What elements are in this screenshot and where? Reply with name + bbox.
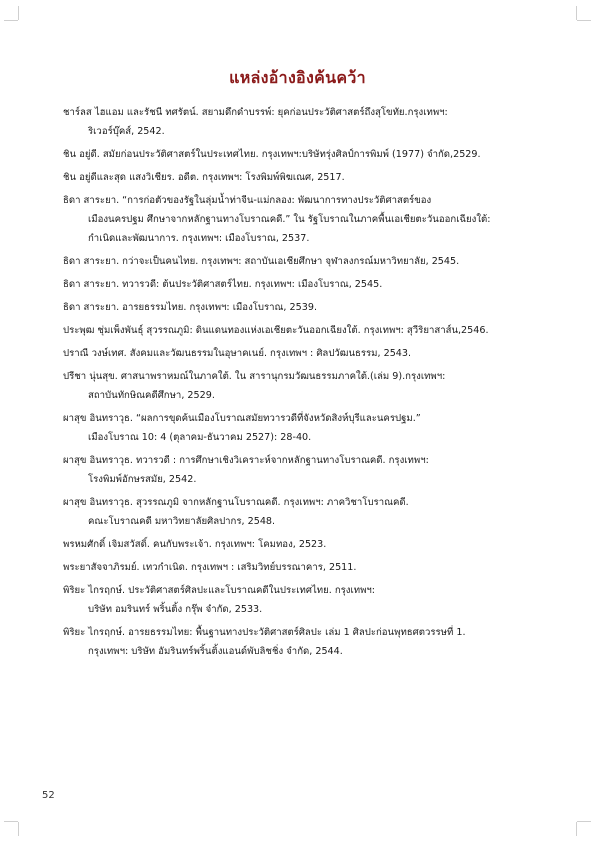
reference-text: ปราณี วงษ์เทศ. สังคมและวัฒนธรรมในอุษาคเนย์. กรุงเทพฯ : ศิลปวัฒนธรรม, 2543. [63,348,412,359]
crop-mark [576,822,577,836]
reference-entry [63,275,553,294]
reference-entry [63,558,553,577]
reference-text: ชิน อยู่ดีและสุด แสงวิเชียร. อดีต. กรุงเทพฯ: โรงพิมพ์พิฆเณศ, 2517. [63,172,345,183]
reference-entry [63,451,553,489]
reference-entry [63,581,553,619]
reference-continuation: กำเนิดและพัฒนาการ. กรุงเทพฯ: เมืองโบราณ, 2537. [88,233,310,244]
reference-entry [63,252,553,271]
crop-mark [4,821,18,822]
reference-continuation: เมืองโบราณ 10: 4 (ตุลาคม-ธันวาคม 2527): 28-40. [88,432,312,443]
reference-continuation: ริเวอร์บุ๊คส์, 2542. [88,126,165,137]
reference-text: ผาสุข อินทราวุธ. ทวารวดี : การศึกษาเชิงวิเคราะห์จากหลักฐานทางโบราณคดี. กรุงเทพฯ: [63,455,429,466]
reference-entry [63,103,553,141]
reference-list [63,103,553,665]
crop-mark [577,821,591,822]
crop-mark [577,20,591,21]
reference-text: ชาร์ลส ไฮแอม และรัชนี ทศรัตน์. สยามดึกดำบรรพ์: ยุคก่อนประวัติศาสตร์ถึงสุโขทัย.กรุงเทพฯ: [63,107,448,118]
reference-entry [63,191,553,248]
reference-text: ธิดา สาระยา. “การก่อตัวของรัฐในลุ่มน้ำท่าจีน-แม่กลอง: พัฒนาการทางประวัติศาสตร์ของ [63,195,432,206]
reference-entry [63,321,553,340]
reference-text: พรหมศักดิ์ เจิมสวัสดิ์. คนกับพระเจ้า. กรุงเทพฯ: โคมทอง, 2523. [63,539,327,550]
reference-entry [63,145,553,164]
reference-text: ผาสุข อินทราวุธ. “ผลการขุดค้นเมืองโบราณสมัยทวารวดีที่จังหวัดสิงห์บุรีและนครปฐม.” [63,413,421,424]
reference-entry [63,298,553,317]
reference-text: ธิดา สาระยา. กว่าจะเป็นคนไทย. กรุงเทพฯ: สถาบันเอเชียศึกษา จุฬาลงกรณ์มหาวิทยาลัย, 2545. [63,256,460,267]
reference-text: ประพุฒ ชุ่มเพ็งพันธุ์ สุวรรณภูมิ: ดินแดนทองแห่งเอเชียตะวันออกเฉียงใต้. กรุงเทพฯ: สุวีริยาสาส์น,2546. [63,325,489,336]
crop-mark [4,20,18,21]
reference-text: ปรีชา นุ่นสุข. ศาสนาพราหมณ์ในภาคใต้. ใน สารานุกรมวัฒนธรรมภาคใต้.(เล่ม 9).กรุงเทพฯ: [63,371,446,382]
reference-entry [63,344,553,363]
reference-entry [63,623,553,661]
reference-continuation: กรุงเทพฯ: บริษัท อัมรินทร์พริ้นติ้งแอนด์พับลิชชิ่ง จำกัด, 2544. [88,646,343,657]
reference-entry [63,493,553,531]
page-number: 52 [42,790,55,801]
reference-continuation: คณะโบราณคดี มหาวิทยาลัยศิลปากร, 2548. [88,516,276,527]
reference-continuation: โรงพิมพ์อักษรสมัย, 2542. [88,474,197,485]
reference-text: ธิดา สาระยา. อารยธรรมไทย. กรุงเทพฯ: เมืองโบราณ, 2539. [63,302,317,313]
page-title: แหล่งอ้างอิงค้นคว้า [229,68,366,87]
crop-mark [576,6,577,20]
crop-mark [18,6,19,20]
reference-text: ชิน อยู่ดี. สมัยก่อนประวัติศาสตร์ในประเทศไทย. กรุงเทพฯ:บริษัทรุ่งศิลป์การพิมพ์ (1977) จำกัด,2529. [63,149,481,160]
reference-entry [63,409,553,447]
reference-continuation: เมืองนครปฐม ศึกษาจากหลักฐานทางโบราณคดี.” ใน รัฐโบราณในภาคพื้นเอเชียตะวันออกเฉียงใต้: [88,214,491,225]
reference-text: พิริยะ ไกรฤกษ์. อารยธรรมไทย: พื้นฐานทางประวัติศาสตร์ศิลปะ เล่ม 1 ศิลปะก่อนพุทธศตวรรษที่ 1. [63,627,466,638]
reference-continuation: บริษัท อมรินทร์ พริ้นติ้ง กรุ๊พ จำกัด, 2533. [88,604,263,615]
reference-entry [63,535,553,554]
crop-mark [18,822,19,836]
reference-continuation: สถาบันทักษิณคดีศึกษา, 2529. [88,390,215,401]
reference-text: พระยาสัจจาภิรมย์. เทวกำเนิด. กรุงเทพฯ : เสริมวิทย์บรรณาคาร, 2511. [63,562,357,573]
reference-text: พิริยะ ไกรฤกษ์. ประวัติศาสตร์ศิลปะและโบราณคดีในประเทศไทย. กรุงเทพฯ: [63,585,376,596]
reference-entry [63,367,553,405]
reference-text: ธิดา สาระยา. ทวารวดี: ต้นประวัติศาสตร์ไทย. กรุงเทพฯ: เมืองโบราณ, 2545. [63,279,383,290]
reference-text: ผาสุข อินทราวุธ. สุวรรณภูมิ จากหลักฐานโบราณคดี. กรุงเทพฯ: ภาควิชาโบราณคดี. [63,497,409,508]
reference-entry [63,168,553,187]
